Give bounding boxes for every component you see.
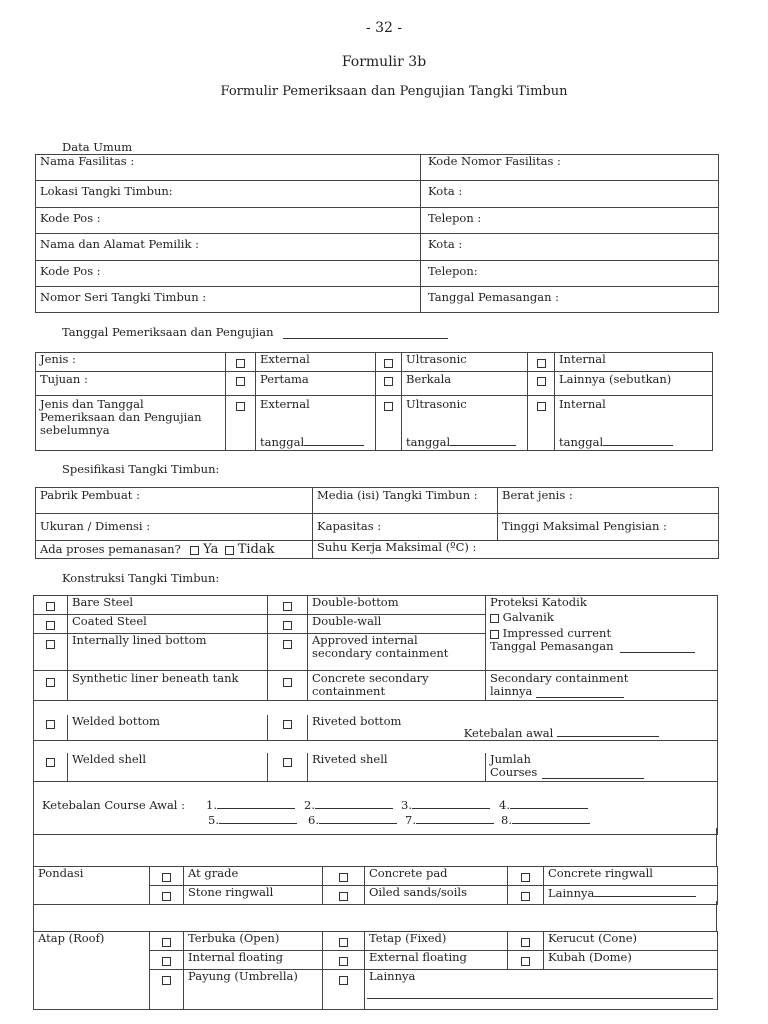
approved-internal-label: Approved internal secondary containment [308, 634, 486, 671]
tujuan-lainnya-label: Lainnya (sebutkan) [555, 372, 713, 396]
atap-table [33, 931, 718, 1010]
course-1-blank[interactable] [217, 798, 295, 809]
data-umum-field-right[interactable]: Kota : [421, 234, 719, 261]
jenis-external-label: External [256, 353, 376, 372]
tanggal-pemasangan-label: Tanggal Pemasangan [490, 639, 614, 653]
jenis-ultrasonic-label: Ultrasonic [402, 353, 528, 372]
checkbox-payung[interactable] [162, 976, 171, 985]
data-umum-field-right[interactable]: Kode Nomor Fasilitas : [421, 155, 719, 181]
atap-lainnya-label: Lainnya [369, 969, 416, 983]
form-number: Formulir 3b [341, 54, 427, 70]
checkbox-jenis-ultrasonic[interactable] [384, 359, 393, 368]
checkbox-internally-lined[interactable] [46, 640, 55, 649]
sebelumnya-ultrasonic-date-label: tanggal [406, 435, 451, 449]
course-3-label: 3. [401, 797, 412, 812]
checkbox-tetap[interactable] [339, 938, 348, 947]
course-6-blank[interactable] [319, 813, 397, 824]
course-2-label: 2. [304, 797, 315, 812]
checkbox-external-floating[interactable] [339, 957, 348, 966]
berat-jenis-field[interactable]: Berat jenis : [498, 488, 719, 514]
tanggal-pemasangan-blank[interactable] [620, 642, 695, 653]
concrete-secondary-label: Concrete secondary containment [308, 671, 486, 701]
welded-bottom-label: Welded bottom [68, 715, 268, 741]
sebelumnya-internal-date-label: tanggal [559, 435, 604, 449]
concrete-ringwall-label: Concrete ringwall [544, 867, 718, 886]
data-umum-field-left[interactable]: Nomor Seri Tangki Timbun : [36, 287, 421, 313]
sebelumnya-ultrasonic-date-blank[interactable] [450, 435, 516, 446]
checkbox-approved-internal[interactable] [283, 640, 292, 649]
data-umum-field-right[interactable]: Tanggal Pemasangan : [421, 287, 719, 313]
external-floating-label: External floating [365, 951, 508, 970]
kerucut-label: Kerucut (Cone) [544, 932, 718, 951]
ketebalan-awal-label: Ketebalan awal [463, 726, 554, 740]
course-7-blank[interactable] [416, 813, 494, 824]
checkbox-welded-shell[interactable] [46, 758, 55, 767]
pemanasan-tidak-label: Tidak [237, 542, 275, 557]
atap-label: Atap (Roof) [34, 932, 150, 1010]
ketebalan-awal-blank[interactable] [557, 726, 659, 737]
data-umum-row [36, 155, 719, 181]
secondary-lainnya-label: Secondary containment lainnya [490, 671, 629, 698]
data-umum-field-left[interactable]: Nama dan Alamat Pemilik : [36, 234, 421, 261]
tinggi-field[interactable]: Tinggi Maksimal Pengisian : [498, 514, 719, 541]
checkbox-tujuan-pertama[interactable] [236, 377, 245, 386]
kubah-label: Kubah (Dome) [544, 951, 718, 970]
course-5-label: 5. [208, 812, 219, 827]
checkbox-concrete-secondary[interactable] [283, 678, 292, 687]
spesifikasi-label: Spesifikasi Tangki Timbun: [62, 462, 220, 476]
jumlah-courses-label: Jumlah Courses [490, 751, 538, 779]
checkbox-jenis-internal[interactable] [537, 359, 546, 368]
data-umum-row [36, 181, 719, 208]
checkbox-double-wall[interactable] [283, 621, 292, 630]
media-field[interactable]: Media (isi) Tangki Timbun : [313, 488, 498, 514]
data-umum-field-right[interactable]: Telepon : [421, 208, 719, 234]
at-grade-label: At grade [184, 867, 323, 886]
course-1-label: 1. [206, 797, 217, 812]
jenis-table [35, 352, 713, 451]
checkbox-at-grade[interactable] [162, 873, 171, 882]
checkbox-concrete-pad[interactable] [339, 873, 348, 882]
konstruksi-label: Konstruksi Tangki Timbun: [62, 571, 220, 585]
internally-lined-label: Internally lined bottom [68, 634, 268, 671]
course-8-label: 8. [501, 812, 512, 827]
checkbox-pemanasan-ya[interactable] [190, 546, 199, 555]
sebelumnya-label: Jenis dan Tanggal Pemeriksaan dan Pengujian sebelumnya [36, 396, 226, 451]
course-6-label: 6. [308, 812, 319, 827]
atap-lainnya-cell [365, 970, 718, 1010]
galvanik-label: Galvanik [502, 610, 554, 624]
jumlah-courses-blank[interactable] [542, 768, 644, 779]
pemanasan-row [36, 541, 313, 559]
checkbox-sebelumnya-ultrasonic[interactable] [384, 402, 393, 411]
concrete-pad-label: Concrete pad [365, 867, 508, 886]
checkbox-riveted-bottom[interactable] [283, 720, 292, 729]
secondary-lainnya-blank[interactable] [536, 687, 624, 698]
checkbox-sebelumnya-internal[interactable] [537, 402, 546, 411]
course-8-blank[interactable] [512, 813, 590, 824]
sebelumnya-external-label: External [260, 397, 310, 411]
proteksi-katodik-label: Proteksi Katodik [490, 595, 587, 609]
checkbox-terbuka[interactable] [162, 938, 171, 947]
sebelumnya-ultrasonic-label: Ultrasonic [406, 397, 467, 411]
spesifikasi-table [35, 487, 719, 559]
data-umum-row [36, 261, 719, 287]
checkbox-galvanik[interactable] [490, 614, 499, 623]
coated-steel-label: Coated Steel [68, 615, 268, 634]
double-bottom-label: Double-bottom [308, 596, 486, 615]
kapasitas-field[interactable]: Kapasitas : [313, 514, 498, 541]
ketebalan-course-awal-label: Ketebalan Course Awal : [42, 797, 186, 812]
course-2-blank[interactable] [315, 798, 393, 809]
checkbox-jenis-external[interactable] [236, 359, 245, 368]
konstruksi-table [33, 595, 718, 835]
pondasi-label: Pondasi [34, 867, 150, 905]
pemanasan-label: Ada proses pemanasan? [40, 542, 181, 556]
sebelumnya-internal-date-blank[interactable] [603, 435, 673, 446]
proteksi-katodik-cell [486, 596, 718, 671]
data-umum-field-left[interactable]: Kode Pos : [36, 261, 421, 287]
tujuan-label: Tujuan : [36, 372, 226, 396]
data-umum-field-left[interactable]: Kode Pos : [36, 208, 421, 234]
tanggal-pemeriksaan-blank[interactable] [283, 327, 448, 339]
page-number: - 32 - [365, 20, 403, 36]
sebelumnya-external-date-label: tanggal [260, 435, 305, 449]
welded-shell-label: Welded shell [68, 753, 268, 782]
checkbox-impressed-current[interactable] [490, 630, 499, 639]
data-umum-field-right[interactable]: Telepon: [421, 261, 719, 287]
course-5-blank[interactable] [219, 813, 297, 824]
course-4-label: 4. [499, 797, 510, 812]
course-7-label: 7. [405, 812, 416, 827]
double-wall-label: Double-wall [308, 615, 486, 634]
pondasi-lainnya-blank[interactable] [594, 886, 696, 897]
data-umum-field-left[interactable]: Nama Fasilitas : [36, 155, 421, 181]
ketebalan-course-row [34, 781, 718, 834]
data-umum-row [36, 234, 719, 261]
checkbox-tujuan-lainnya[interactable] [537, 377, 546, 386]
pondasi-lainnya-label: Lainnya [548, 886, 595, 900]
data-umum-row [36, 287, 719, 313]
checkbox-concrete-ringwall[interactable] [521, 873, 530, 882]
tetap-label: Tetap (Fixed) [365, 932, 508, 951]
data-umum-field-left[interactable]: Lokasi Tangki Timbun: [36, 181, 421, 208]
checkbox-double-bottom[interactable] [283, 602, 292, 611]
riveted-bottom-cell [308, 715, 718, 741]
jumlah-courses-cell [486, 753, 718, 782]
checkbox-synthetic-liner[interactable] [46, 678, 55, 687]
data-umum-table [35, 154, 719, 313]
atap-lainnya-blank[interactable] [367, 988, 713, 999]
internal-floating-label: Internal floating [184, 951, 323, 970]
checkbox-coated-steel[interactable] [46, 621, 55, 630]
data-umum-row [36, 208, 719, 234]
tanggal-pemeriksaan-label: Tanggal Pemeriksaan dan Pengujian [62, 325, 274, 339]
sebelumnya-internal-label: Internal [559, 397, 606, 411]
checkbox-pemanasan-tidak[interactable] [225, 546, 234, 555]
tujuan-pertama-label: Pertama [256, 372, 376, 396]
ukuran-field[interactable]: Ukuran / Dimensi : [36, 514, 313, 541]
riveted-bottom-label: Riveted bottom [312, 713, 402, 728]
checkbox-welded-bottom[interactable] [46, 720, 55, 729]
pondasi-table [33, 866, 718, 905]
sebelumnya-external-date-blank[interactable] [304, 435, 364, 446]
checkbox-oiled-sands[interactable] [339, 892, 348, 901]
tujuan-berkala-label: Berkala [402, 372, 528, 396]
checkbox-riveted-shell[interactable] [283, 758, 292, 767]
secondary-lainnya-cell [486, 671, 718, 701]
checkbox-kerucut[interactable] [521, 938, 530, 947]
pabrik-pembuat-field[interactable]: Pabrik Pembuat : [36, 488, 313, 514]
form-title: Formulir Pemeriksaan dan Pengujian Tangki Timbun [220, 84, 568, 99]
pemanasan-ya-label: Ya [203, 542, 219, 557]
data-umum-field-right[interactable]: Kota : [421, 181, 719, 208]
checkbox-bare-steel[interactable] [46, 602, 55, 611]
jenis-internal-label: Internal [555, 353, 713, 372]
checkbox-internal-floating[interactable] [162, 957, 171, 966]
checkbox-sebelumnya-external[interactable] [236, 402, 245, 411]
synthetic-liner-label: Synthetic liner beneath tank [68, 671, 268, 701]
suhu-field[interactable]: Suhu Kerja Maksimal (ºC) : [313, 541, 719, 559]
course-3-blank[interactable] [412, 798, 490, 809]
jenis-label: Jenis : [36, 353, 226, 372]
terbuka-label: Terbuka (Open) [184, 932, 323, 951]
riveted-shell-label: Riveted shell [308, 753, 486, 782]
course-4-blank[interactable] [510, 798, 588, 809]
checkbox-atap-lainnya[interactable] [339, 976, 348, 985]
checkbox-kubah[interactable] [521, 957, 530, 966]
bare-steel-label: Bare Steel [68, 596, 268, 615]
data-umum-label: Data Umum [62, 140, 133, 154]
checkbox-pondasi-lainnya[interactable] [521, 892, 530, 901]
stone-ringwall-label: Stone ringwall [184, 886, 323, 905]
payung-label: Payung (Umbrella) [184, 970, 323, 1010]
oiled-sands-label: Oiled sands/soils [365, 886, 508, 905]
impressed-current-label: Impressed current [502, 626, 612, 640]
checkbox-tujuan-berkala[interactable] [384, 377, 393, 386]
tanggal-pemeriksaan-line [62, 325, 448, 339]
checkbox-stone-ringwall[interactable] [162, 892, 171, 901]
